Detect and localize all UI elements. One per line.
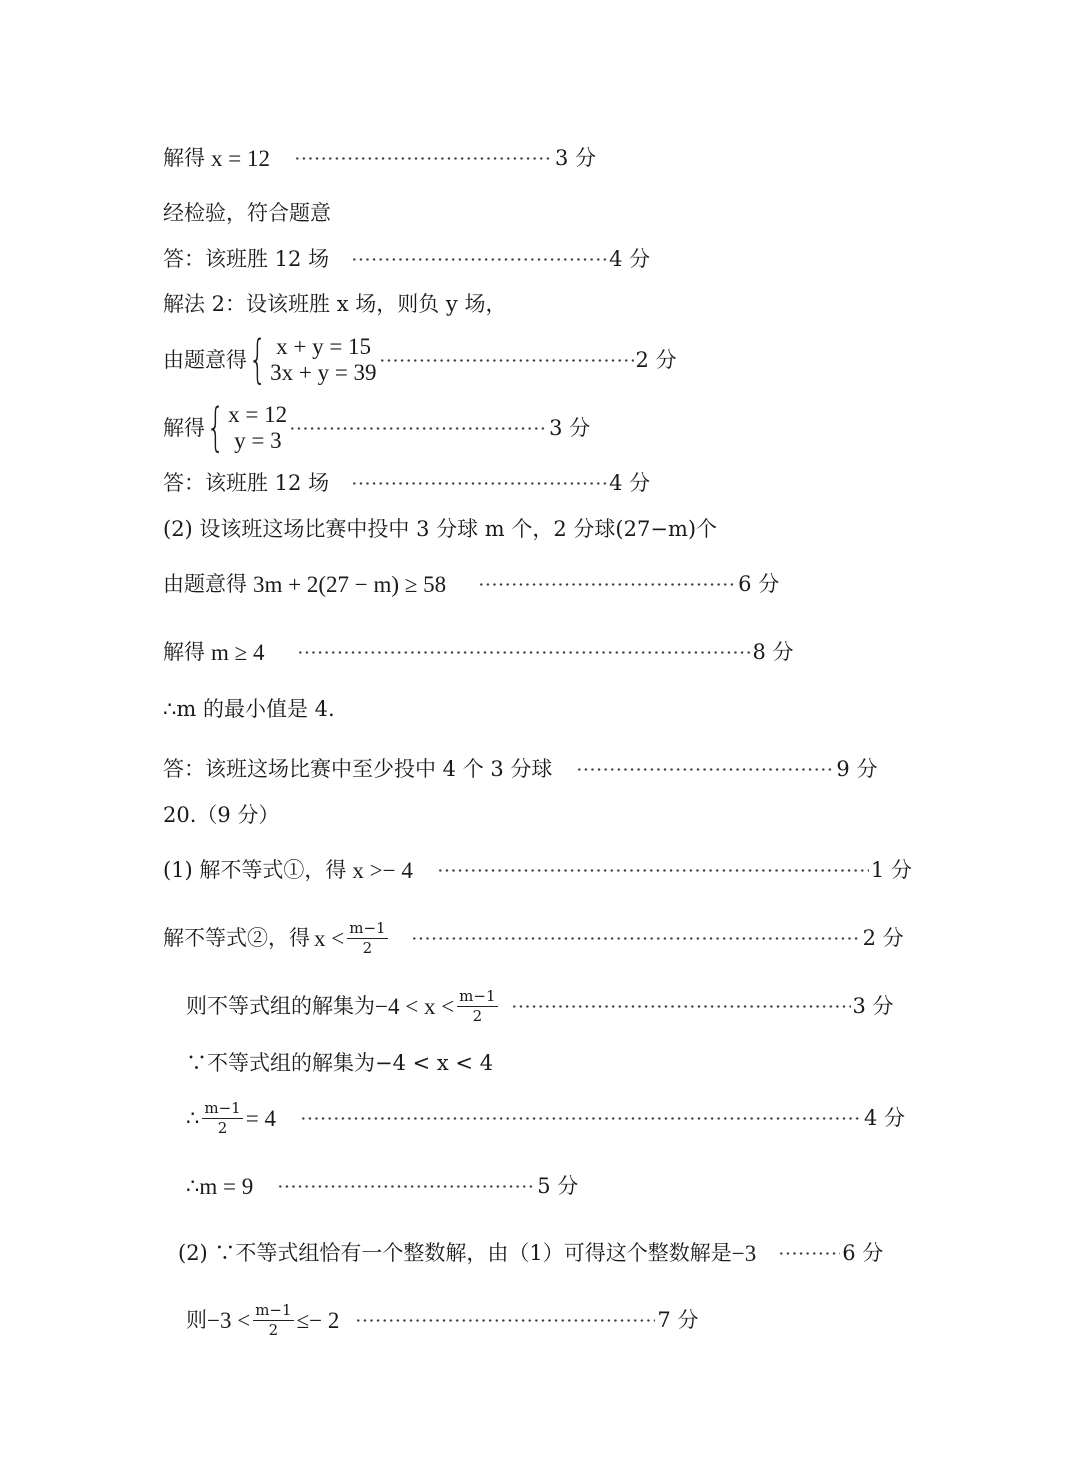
fraction-numerator: m−1 (459, 987, 496, 1005)
answer-line-2 (163, 203, 331, 224)
leader-dots (297, 651, 751, 654)
equation-system (228, 402, 287, 455)
fraction-denominator: 2 (362, 939, 373, 957)
equation-2: 3x + y = 39 (270, 360, 377, 386)
line-text: 由题意得 (163, 347, 247, 372)
fraction-numerator: m−1 (255, 1301, 292, 1319)
line-text: ∴ (186, 1174, 200, 1198)
line-text: 答：该班胜 12 场 (163, 247, 330, 271)
answer-line-9 (163, 573, 779, 596)
fraction (253, 1303, 293, 1338)
answer-line-5 (163, 330, 677, 391)
score-label: 8 分 (752, 640, 794, 664)
line-text: (2) ∵不等式组恰有一个整数解，由（1）可得这个整数解是 (178, 1241, 732, 1265)
math-expression: m ≥ 4 (211, 640, 265, 665)
line-text: 20.（9 分） (163, 803, 280, 827)
equation-system (270, 334, 376, 387)
answer-line-1 (163, 147, 596, 170)
left-brace: { (248, 330, 267, 391)
answer-line-10 (163, 641, 794, 664)
line-text: 经检验，符合题意 (163, 201, 331, 225)
leader-dots (277, 1185, 535, 1188)
leader-dots (351, 482, 607, 485)
answer-line-18 (186, 1101, 905, 1136)
answer-line-11 (163, 699, 335, 720)
leader-dots (778, 1252, 840, 1255)
answer-line-3 (163, 249, 650, 270)
answer-line-12 (163, 759, 877, 780)
leader-dots (478, 583, 736, 586)
answer-line-4 (163, 294, 506, 315)
fraction-numerator: m−1 (349, 919, 386, 937)
score-label: 7 分 (657, 1308, 699, 1332)
math-expression: 3m + 2(27 − m) ≥ 58 (253, 572, 447, 597)
fraction-denominator: 2 (268, 1321, 279, 1339)
leader-dots (289, 427, 547, 430)
answer-line-14 (163, 859, 912, 882)
line-text: 解得 (163, 415, 205, 440)
fraction (202, 1101, 242, 1136)
left-brace: { (206, 398, 225, 459)
line-text: ∵不等式组的解集为−4 < x < 4 (186, 1051, 494, 1075)
score-label: 3 分 (852, 994, 894, 1018)
line-text: ∴m 的最小值是 4. (163, 697, 335, 721)
fraction-numerator: m−1 (204, 1099, 241, 1117)
leader-dots (576, 768, 834, 771)
math-expression: = 4 (245, 1106, 276, 1131)
equation-2: y = 3 (234, 428, 282, 454)
answer-line-7 (163, 473, 650, 494)
line-text: ∴ (186, 1106, 200, 1130)
answer-line-19 (186, 1175, 578, 1198)
answer-line-21 (186, 1303, 698, 1338)
leader-dots (379, 359, 634, 362)
line-text: 则 (186, 1308, 207, 1332)
leader-dots (300, 1117, 862, 1120)
leader-dots (351, 258, 607, 261)
math-expression: −4 < x < (375, 994, 455, 1019)
answer-line-6 (163, 398, 591, 459)
answer-line-15 (163, 921, 904, 956)
fraction-denominator: 2 (217, 1119, 228, 1137)
score-label: 2 分 (862, 926, 904, 950)
score-label: 6 分 (738, 572, 780, 596)
math-expression: −3 (731, 1241, 757, 1266)
line-text: (2) 设该班这场比赛中投中 3 分球 m 个，2 分球(27−m)个 (163, 517, 718, 541)
equation-1: x = 12 (228, 402, 288, 427)
leader-dots (411, 937, 861, 940)
leader-dots (355, 1319, 655, 1322)
fraction-denominator: 2 (472, 1007, 483, 1025)
leader-dots (511, 1005, 851, 1008)
fraction (457, 989, 497, 1024)
score-label: 9 分 (836, 757, 878, 781)
leader-dots (294, 157, 553, 160)
answer-line-20 (178, 1242, 883, 1265)
score-label: 1 分 (870, 858, 912, 882)
equation-1: x + y = 15 (276, 334, 372, 359)
line-text: 解不等式②，得 (163, 926, 310, 950)
math-expression: x >− 4 (352, 858, 413, 883)
fraction (347, 921, 387, 956)
line-text: 答：该班这场比赛中至少投中 4 个 3 分球 (163, 757, 553, 781)
score-label: 5 分 (537, 1174, 579, 1198)
score-label: 4 分 (609, 471, 651, 495)
score-label: 4 分 (863, 1106, 905, 1130)
score-label: 6 分 (842, 1241, 884, 1265)
answer-line-8 (163, 519, 717, 540)
math-expression: −3 < (207, 1308, 251, 1333)
math-expression-2: ≤− 2 (296, 1308, 340, 1333)
line-text: (1) 解不等式①，得 (163, 858, 347, 882)
line-text: 解得 (163, 640, 205, 664)
score-label: 4 分 (609, 247, 651, 271)
line-text: 答：该班胜 12 场 (163, 471, 330, 495)
answer-line-16 (186, 989, 894, 1024)
math-expression: m = 9 (199, 1174, 254, 1199)
score-label: 3 分 (549, 415, 591, 440)
line-text: 则不等式组的解集为 (186, 994, 375, 1018)
math-expression: x < (314, 926, 345, 951)
line-text: 解得 (163, 146, 205, 170)
line-text: 由题意得 (163, 572, 247, 596)
math-expression: x = 12 (211, 146, 270, 171)
score-label: 3 分 (554, 146, 597, 170)
question-number (163, 805, 279, 826)
line-text: 解法 2：设该班胜 x 场，则负 y 场， (163, 292, 507, 316)
leader-dots (437, 869, 869, 872)
score-label: 2 分 (635, 347, 677, 372)
answer-line-17 (186, 1053, 493, 1074)
